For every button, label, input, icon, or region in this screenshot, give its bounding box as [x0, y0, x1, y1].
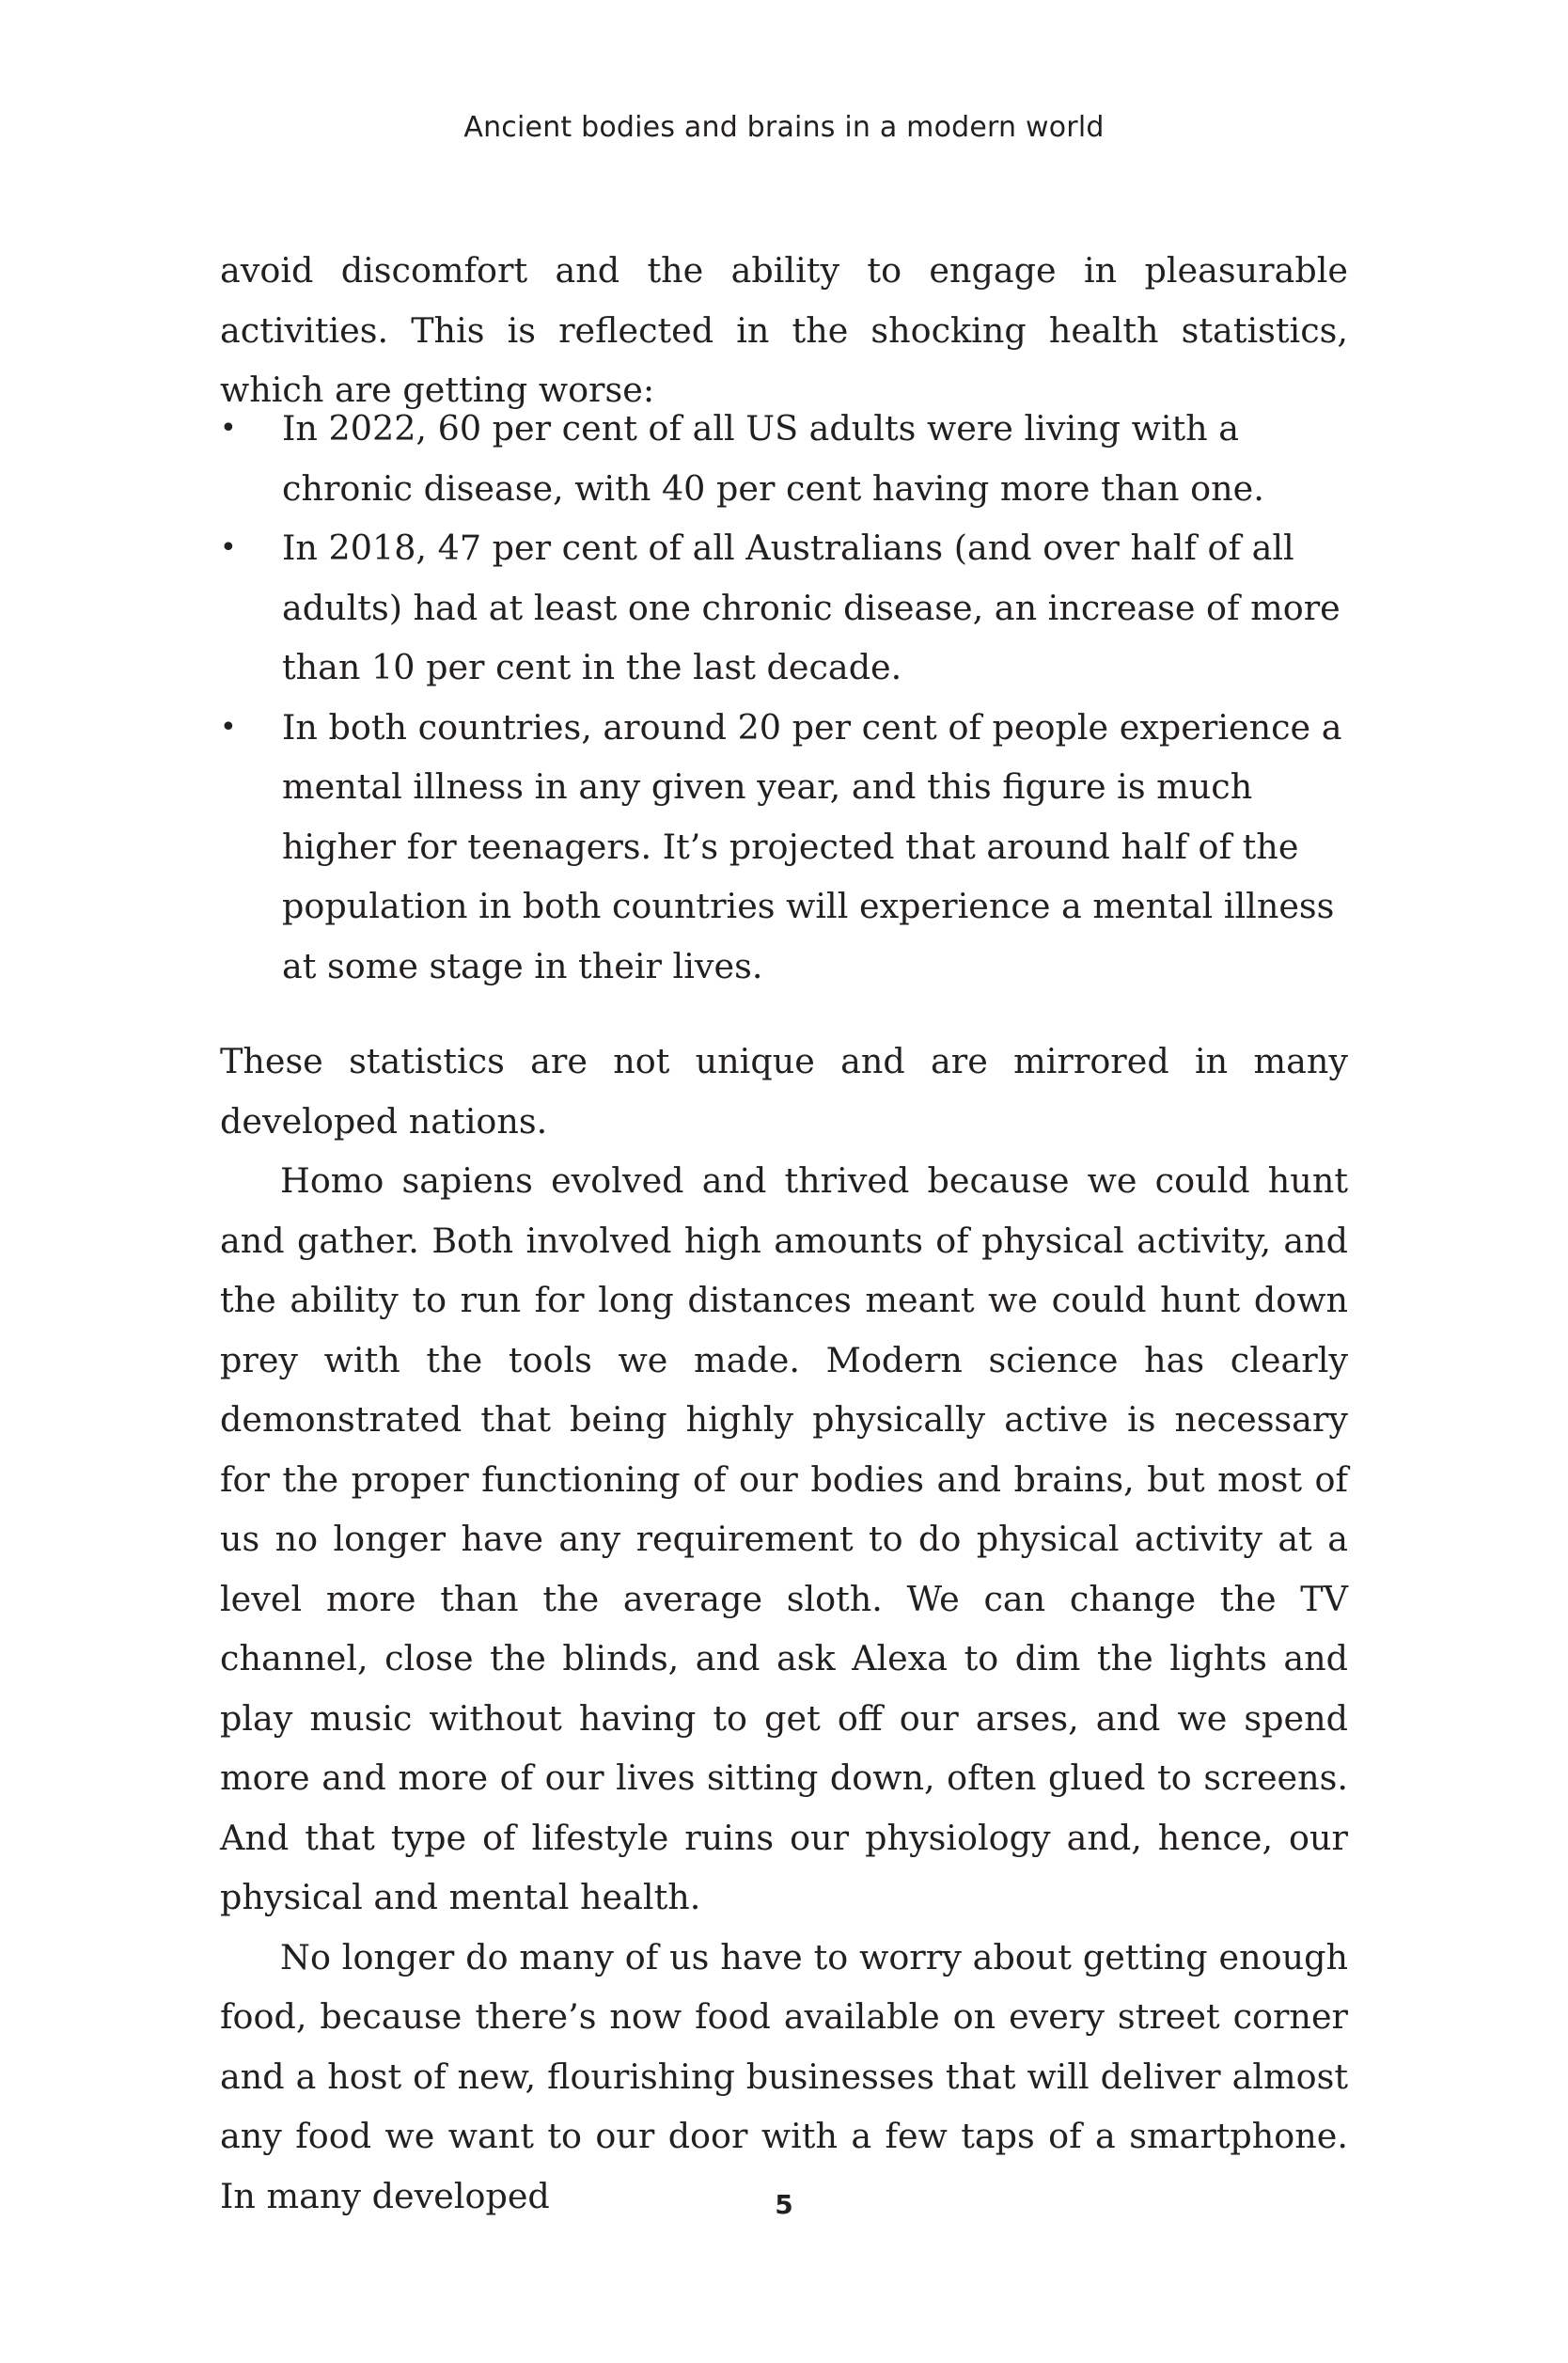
body-text [220, 1032, 1348, 2226]
statistics-bullet-list [220, 399, 1348, 996]
bullet-text: In 2018, 47 per cent of all Australians (and over half of all adults) had at least one chronic disease, an increase of more than 10 per cent in the last decade. [282, 528, 1341, 687]
bullet-item-us-chronic-disease [220, 399, 1348, 518]
bullet-text: In 2022, 60 per cent of all US adults were living with a chronic disease, with 40 per cent having more than one. [282, 408, 1264, 509]
page-number: 5 [775, 2189, 793, 2220]
bullet-icon: • [220, 412, 237, 445]
running-head: Ancient bodies and brains in a modern world [463, 111, 1105, 144]
bullet-icon: • [220, 710, 237, 744]
intro-block [220, 241, 1348, 420]
bullet-text: In both countries, around 20 per cent of people experience a mental illness in any given year, and this figure is much higher for teenagers. It’s projected that around half of the population in both countries will experience a mental illness at some stage in their lives. [282, 706, 1342, 986]
bullet-item-mental-illness [220, 698, 1348, 997]
paragraph-homo-sapiens: Homo sapiens evolved and thrived because we could hunt and gather. Both involved high amounts of physical activity, and the ability to run for long distances meant we could hunt down prey with the tools we made. Modern science has clearly demonstrated that being highly physically active is necessary for the proper functioning of our bodies and brains, but most of us no longer have any requirement to do physical activity at a level more than the average sloth. We can change the TV channel, close the blinds, and ask Alexa to dim the lights and play music without having to get off our arses, and we spend more and more of our lives sitting down, often glued to screens. And that type of lifestyle ruins our physiology and, hence, our physical and mental health. [220, 1160, 1348, 1917]
bullet-icon: • [220, 531, 237, 564]
paragraph-food-availability: No longer do many of us have to worry about getting enough food, because there’s now food available on every street corner and a host of new, flourishing businesses that will deliver almost any food we want to our door with a few taps of a smartphone. In many developed [220, 1936, 1348, 2216]
intro-paragraph: avoid discomfort and the ability to engage in pleasurable activities. This is reflected in the shocking health statistics, which are getting worse: [220, 250, 1348, 410]
bullet-item-australia-chronic-disease [220, 518, 1348, 698]
paragraph-statistics-not-unique: These statistics are not unique and are mirrored in many developed nations. [220, 1041, 1348, 1142]
